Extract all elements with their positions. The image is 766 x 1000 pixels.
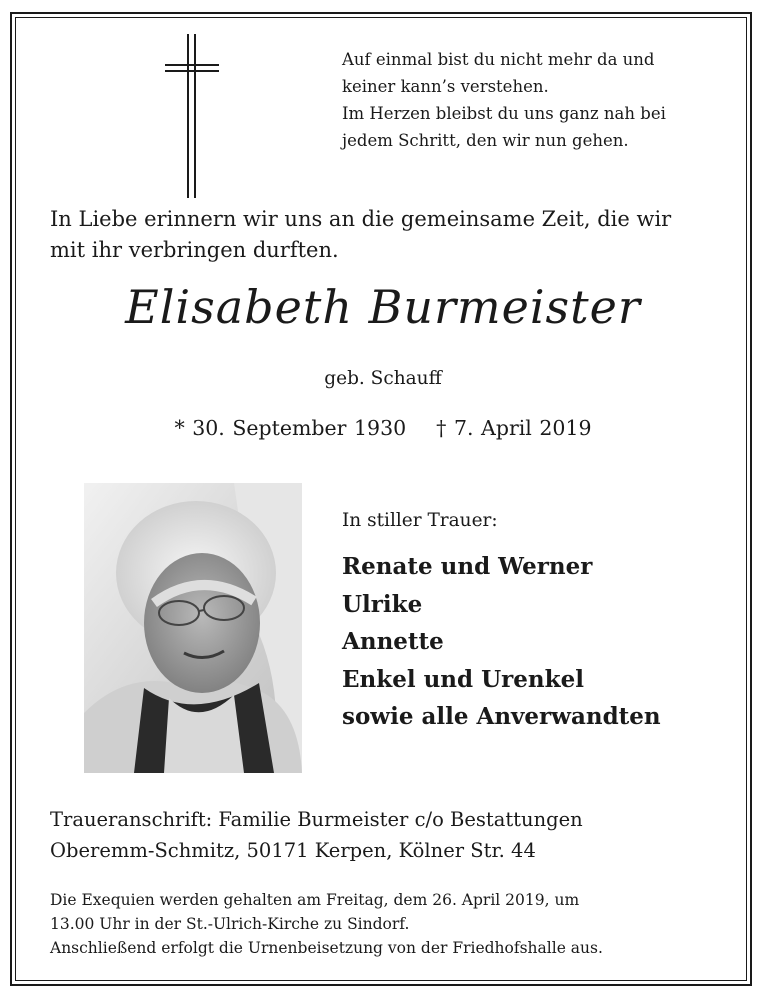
poem-line: Im Herzen bleibst du uns ganz nah bei: [342, 104, 666, 123]
life-dates: [0, 416, 766, 440]
poem-line: jedem Schritt, den wir nun gehen.: [342, 131, 629, 150]
mourners-lead: In stiller Trauer:: [342, 510, 498, 531]
address-line: Traueranschrift: Familie Burmeister c/o Bestattungen: [50, 808, 583, 831]
mourner-name: Annette: [342, 628, 444, 655]
portrait-photo: [84, 483, 302, 773]
death-date: † 7. April 2019: [436, 416, 592, 440]
mourning-address: [50, 804, 583, 866]
intro-line: In Liebe erinnern wir uns an die gemeinsame Zeit, die wir: [50, 207, 672, 231]
service-line: 13.00 Uhr in der St.-Ulrich-Kirche zu Sindorf.: [50, 915, 410, 933]
deceased-name: Elisabeth Burmeister: [125, 280, 641, 334]
mourner-name: sowie alle Anverwandten: [342, 703, 661, 730]
mourners-list: [342, 548, 661, 736]
poem-line: keiner kann’s verstehen.: [342, 77, 549, 96]
poem-line: Auf einmal bist du nicht mehr da und: [342, 50, 655, 69]
poem: [342, 46, 722, 154]
birth-date: * 30. September 1930: [174, 416, 407, 440]
service-line: Die Exequien werden gehalten am Freitag, dem 26. April 2019, um: [50, 891, 580, 909]
mourner-name: Renate und Werner: [342, 553, 593, 580]
service-line: Anschließend erfolgt die Urnenbeisetzung von der Friedhofshalle aus.: [50, 939, 603, 957]
intro-line: mit ihr verbringen durften.: [50, 238, 339, 262]
maiden-name: geb. Schauff: [324, 368, 442, 389]
service-info: [50, 888, 730, 960]
cross-icon: [165, 34, 219, 198]
mourner-name: Enkel und Urenkel: [342, 665, 584, 693]
address-line: Oberemm-Schmitz, 50171 Kerpen, Kölner Str. 44: [50, 839, 536, 862]
intro-text: [50, 204, 730, 266]
mourner-name: Ulrike: [342, 590, 423, 618]
